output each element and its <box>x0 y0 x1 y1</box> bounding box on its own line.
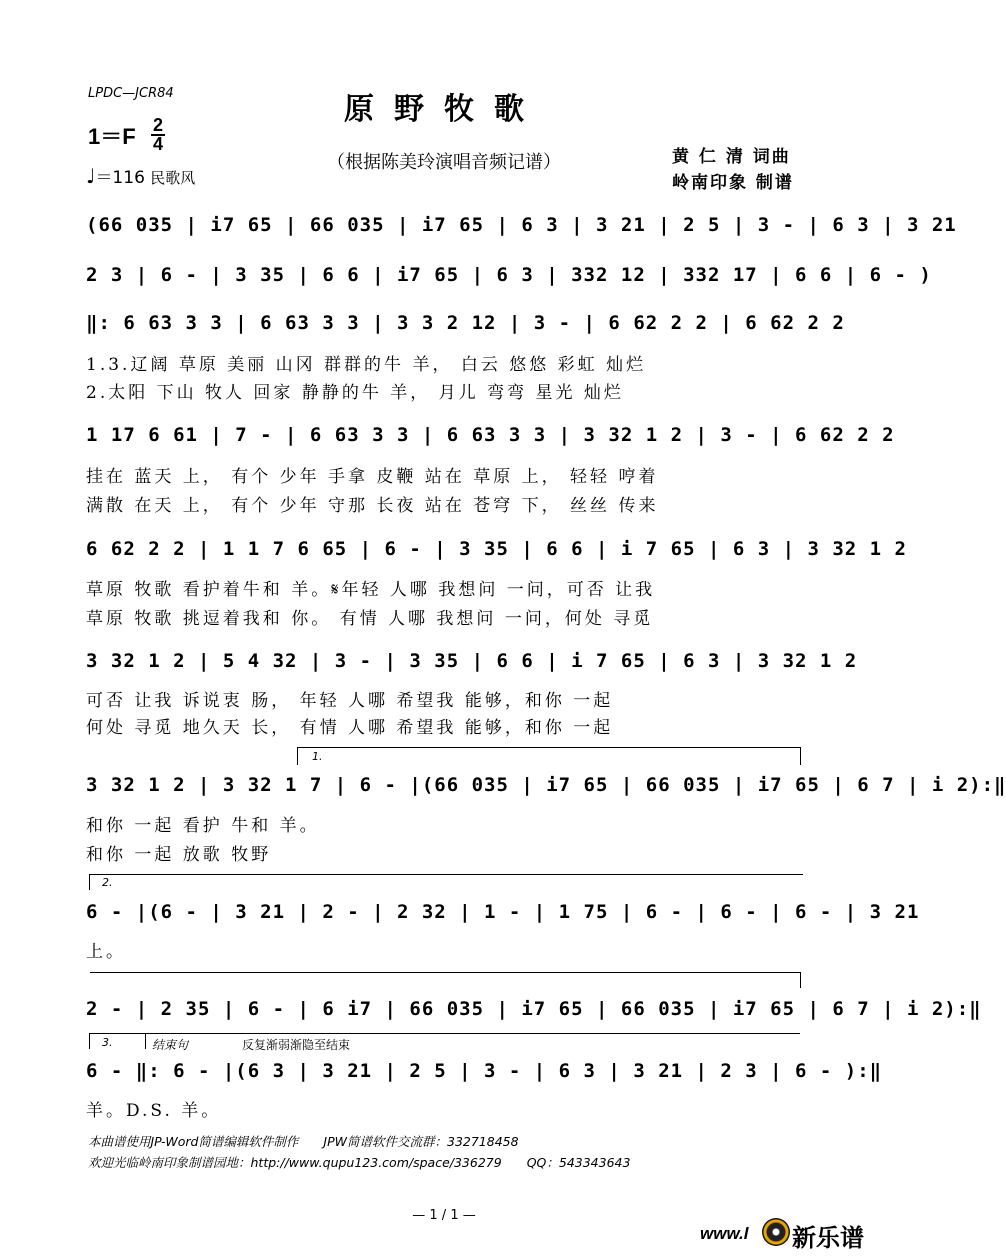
fade-instruction: 反复渐弱渐隐至结束 <box>242 1038 351 1052</box>
volta-1-label: 1. <box>312 750 323 763</box>
score-code: LPDC—JCR84 <box>88 86 174 101</box>
score-line-8: 6 - |(6 - | 3 21 | 2 - | 2 32 | 1 - | 1 75 | 6 - | 6 - | 6 - | 3 21 <box>86 901 920 923</box>
volta-2-bracket-left <box>89 874 90 890</box>
lyric-line-3b: 2.太阳 下山 牧人 回家 静静的牛 羊， 月儿 弯弯 星光 灿烂 <box>86 383 624 403</box>
lyric-line-10a: 羊。D.S. 羊。 <box>86 1101 222 1121</box>
volta-2-label: 2. <box>102 876 113 889</box>
score-line-2: 2 3 | 6 - | 3 35 | 6 6 | i7 65 | 6 3 | 332 12 | 332 17 | 6 6 | 6 - ) <box>86 264 932 286</box>
footer-software-note: 本曲谱使用JP-Word简谱编辑软件制作 JPW简谱软件交流群：332718458 <box>88 1134 519 1149</box>
volta-3-bracket <box>89 1033 800 1034</box>
lyric-line-6a: 可否 让我 诉说衷 肠， 年轻 人哪 希望我 能够，和你 一起 <box>86 691 614 711</box>
footer-website-note: 欢迎光临岭南印象制谱园地：http://www.qupu123.com/space/336279 QQ：543343643 <box>88 1155 631 1170</box>
volta-2-bracket <box>89 874 803 875</box>
quarter-note-icon: ♩ <box>86 164 96 188</box>
score-line-3: ‖: 6 63 3 3 | 6 63 3 3 | 3 3 2 12 | 3 - | 6 62 2 2 | 6 62 2 2 <box>86 312 845 334</box>
subtitle: （根据陈美玲演唱音频记谱） <box>327 152 561 173</box>
record-disc-icon <box>762 1218 790 1246</box>
time-signature-top: 2 <box>152 115 163 135</box>
continuation-bracket <box>90 972 800 973</box>
lyric-line-5b: 草原 牧歌 挑逗着我和 你。 有情 人哪 我想问 一问，何处 寻觅 <box>86 609 654 629</box>
lyric-line-7a: 和你 一起 看护 牛和 羊。 <box>86 816 320 836</box>
score-line-1: (66 035 | i7 65 | 66 035 | i7 65 | 6 3 | 3 21 | 2 5 | 3 - | 6 3 | 3 21 <box>86 214 957 236</box>
time-signature-bottom: 4 <box>152 134 163 154</box>
lyric-line-4b: 满散 在天 上， 有个 少年 守那 长夜 站在 苍穹 下， 丝丝 传来 <box>86 496 659 516</box>
lyric-line-7b: 和你 一起 放歌 牧野 <box>86 845 272 865</box>
page-title: 原野牧歌 <box>344 92 544 127</box>
ending-label: 结束句 <box>152 1038 189 1052</box>
score-line-9: 2 - | 2 35 | 6 - | 6 i7 | 66 035 | i7 65 | 66 035 | i7 65 | 6 7 | i 2):‖ <box>86 998 982 1020</box>
score-line-10: 6 - ‖: 6 - |(6 3 | 3 21 | 2 5 | 3 - | 6 3 | 3 21 | 2 3 | 6 - ):‖ <box>86 1060 883 1082</box>
lyric-line-4a: 挂在 蓝天 上， 有个 少年 手拿 皮鞭 站在 草原 上， 轻轻 哼着 <box>86 467 659 487</box>
key-signature: 1＝F <box>88 124 136 149</box>
volta-1-bracket <box>297 747 801 748</box>
score-line-6: 3 32 1 2 | 5 4 32 | 3 - | 3 35 | 6 6 | i 7 65 | 6 3 | 3 32 1 2 <box>86 650 858 672</box>
lyric-line-6b: 何处 寻觅 地久天 长， 有情 人哪 希望我 能够，和你 一起 <box>86 718 614 738</box>
volta-3-bracket-left <box>89 1033 90 1049</box>
tempo-value: ＝116 <box>95 168 145 188</box>
ending-bracket-left <box>145 1033 146 1049</box>
lyric-line-8a: 上。 <box>86 942 126 962</box>
page-number: — 1 / 1 — <box>412 1208 476 1223</box>
tempo-style: 民歌风 <box>150 169 196 187</box>
arranger: 岭南印象 制谱 <box>672 173 794 193</box>
lyric-line-5a: 草原 牧歌 看护着牛和 羊。𝄋年轻 人哪 我想问 一问，可否 让我 <box>86 580 656 600</box>
volta-1-bracket-right <box>800 747 801 765</box>
score-line-5: 6 62 2 2 | 1 1 7 6 65 | 6 - | 3 35 | 6 6 | i 7 65 | 6 3 | 3 32 1 2 <box>86 538 907 560</box>
lyricist-composer: 黄 仁 清 词曲 <box>672 147 791 167</box>
logo-url: www.l <box>700 1224 749 1243</box>
continuation-bracket-right <box>800 972 801 988</box>
volta-1-bracket-left <box>297 747 298 765</box>
lyric-line-3a: 1.3.辽阔 草原 美丽 山冈 群群的牛 羊， 白云 悠悠 彩虹 灿烂 <box>86 355 647 375</box>
volta-3-label: 3. <box>102 1036 113 1049</box>
score-line-7: 3 32 1 2 | 3 32 1 7 | 6 - |(66 035 | i7 65 | 66 035 | i7 65 | 6 7 | i 2):‖ <box>86 774 1006 796</box>
site-logo[interactable] <box>700 1214 880 1250</box>
logo-name: 新乐谱 <box>792 1224 864 1252</box>
score-line-4: 1 17 6 61 | 7 - | 6 63 3 3 | 6 63 3 3 | 3 32 1 2 | 3 - | 6 62 2 2 <box>86 424 895 446</box>
